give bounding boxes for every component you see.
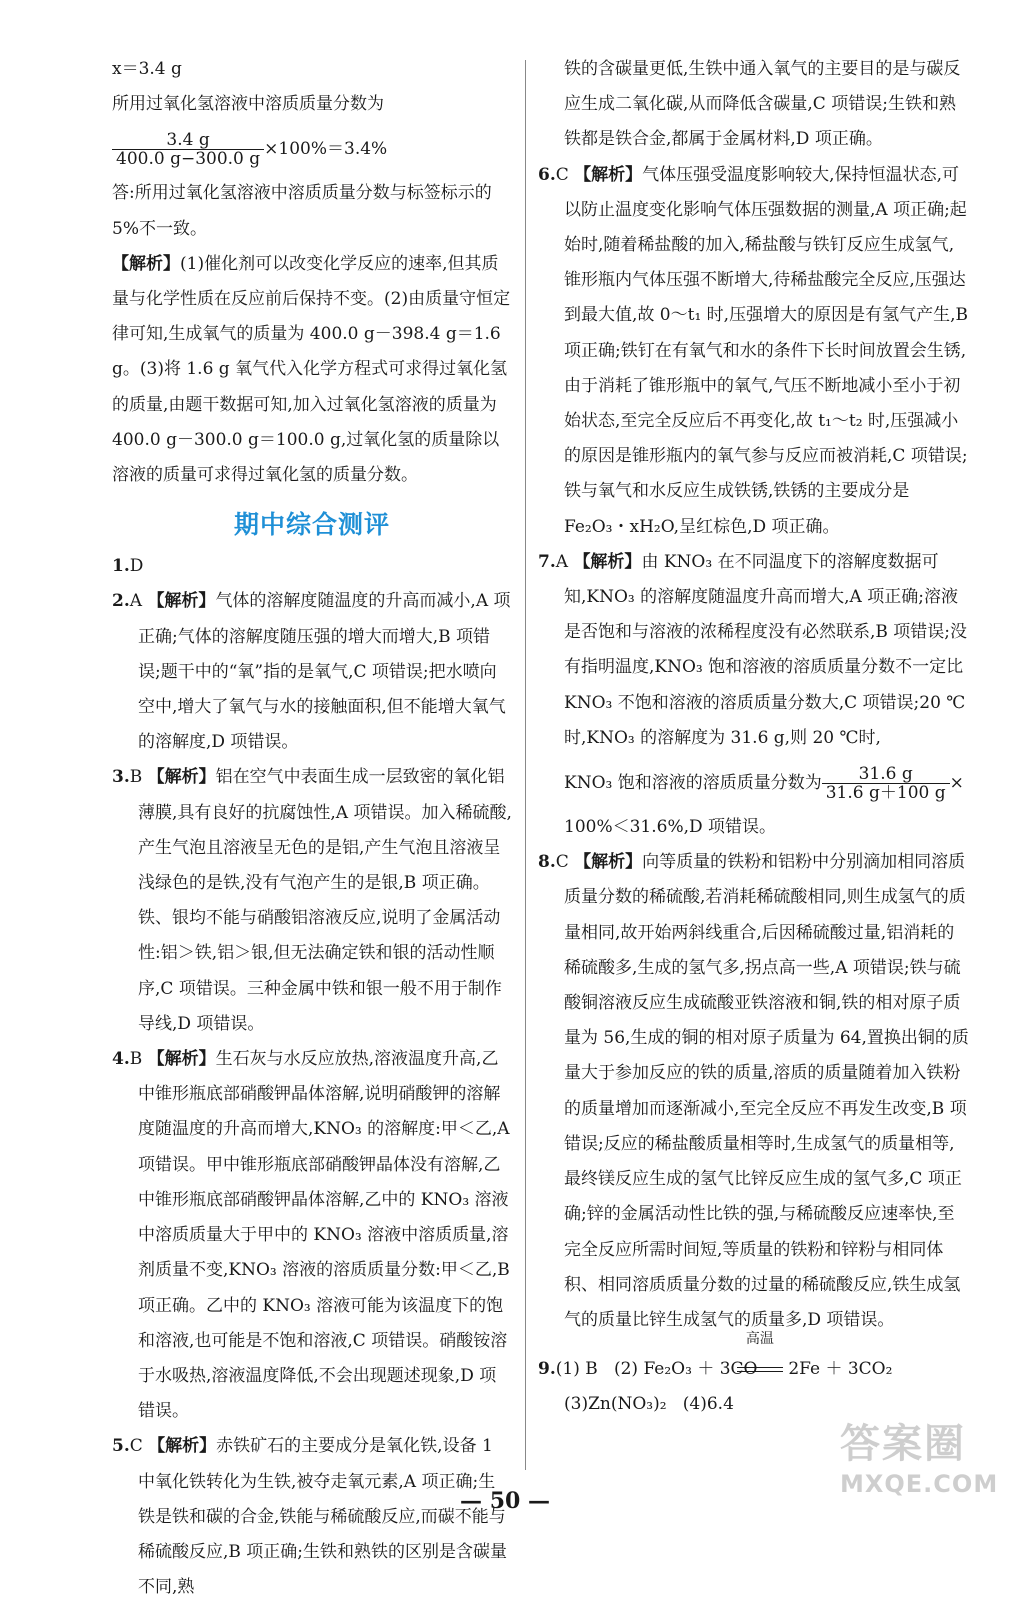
analysis-label: 【解析】: [574, 164, 643, 185]
question-number: 2.: [112, 591, 130, 612]
question-number: 4.: [112, 1049, 130, 1070]
question-9: [538, 1331, 970, 1387]
fraction-numerator: 31.6 g: [822, 765, 950, 784]
fraction-denominator: 31.6 g＋100 g: [825, 783, 946, 804]
part-3: (3)Zn(NO₃)₂: [564, 1394, 667, 1415]
fraction-numerator: 3.4 g: [112, 131, 264, 150]
analysis-text: 向等质量的铁粉和铝粉中分别滴加相同溶质质量分数的稀硫酸,若消耗稀硫酸相同,则生成氢气的质量相同,故开始两斜线重合,后因稀硫酸过量,铝消耗的稀硫酸多,生成的氢气多,拐点高一些,A 项错误;铁与硫酸铜溶液反应生成硫酸亚铁溶液和铜,铁的相对原子质量为 56,生成的铜的相对原子质量为 64,置换出铜的质量大于参加反应的铁的质量,溶质的质量随着加入铁粉的质量增加而逐渐减小,至完全反应不再发生改变,B 项错误;反应的稀盐酸质量相等时,生成氢气的质量相等,最终镁反应生成的氢气比锌反应生成的氢气多,C 项正确;锌的金属活动性比铁的强,与稀硫酸反应速率快,至完全反应所需时间短,等质量的铁粉和锌粉与相同体积、相同溶质质量分数的过量的稀硫酸反应,铁生成氢气的质量比锌生成氢气的质量多,D 项错误。: [564, 852, 969, 1330]
reaction-condition: [745, 1331, 783, 1387]
analysis-label: 【解析】: [148, 1436, 217, 1457]
part-2-equation: (2) Fe₂O₃ ＋ 3CO: [613, 1359, 758, 1380]
question-answer: D: [129, 556, 144, 577]
question-number: 9.: [538, 1359, 556, 1380]
question-3: [112, 760, 512, 1042]
page-number: — 50 —: [460, 1488, 550, 1514]
question-number: 1.: [112, 556, 130, 577]
part-4: (4)6.4: [682, 1394, 734, 1415]
question-1: [112, 549, 512, 584]
analysis-label: 【解析】: [147, 591, 216, 612]
question-7-fraction-line: [538, 756, 970, 810]
analysis-text: 赤铁矿石的主要成分是氧化铁,设备 1 中氧化铁转化为生铁,被夺走氧元素,A 项正确;生铁是铁和碳的合金,铁能与稀硫酸反应,而碳不能与稀硫酸反应,B 项正确;生铁和熟铁的区别是含碳量不同,熟: [138, 1436, 508, 1598]
fraction-tail: ×: [949, 773, 964, 794]
right-column: [538, 52, 970, 1423]
equation-x: x＝3.4 g: [112, 59, 182, 79]
question-number: 8.: [538, 852, 556, 873]
fraction-denominator: 400.0 g−300.0 g: [116, 149, 261, 170]
question-8: [538, 845, 970, 1338]
question-5: [112, 1429, 512, 1605]
section-title: 期中综合测评: [233, 510, 390, 540]
part-1: (1) B: [555, 1359, 598, 1380]
question-2: [112, 584, 512, 760]
analysis-label: 【解析】: [147, 1049, 216, 1070]
condition-label: 高温: [745, 1331, 774, 1348]
analysis-text: 气体压强受温度影响较大,保持恒温状态,可以防止温度变化影响气体压强数据的测量,A 项正确;起始时,随着稀盐酸的加入,稀盐酸与铁钉反应生成氢气,锥形瓶内气体压强不断增大,待稀盐酸完全反应,压强达到最大值,故 0～t₁ 时,压强增大的原因是有氢气产生,B 项正确;铁钉在有氧气和水的条件下长时间放置会生锈,由于消耗了锥形瓶中的氧气,气压不断地减小至小于初始状态,至完全反应后不再变化,故 t₁～t₂ 时,压强减小的原因是锥形瓶内的氧气参与反应而被消耗,C 项错误;铁与氧气和水反应生成铁锈,铁锈的主要成分是 Fe₂O₃・xH₂O,呈红棕色,D 项正确。: [564, 164, 968, 537]
question-7: [538, 545, 970, 756]
question-answer: C: [555, 852, 569, 873]
analysis-text: 铝在空气中表面生成一层致密的氧化铝薄膜,具有良好的抗腐蚀性,A 项错误。加入稀硫酸,产生气泡且溶液呈无色的是铝,产生气泡且溶液呈浅绿色的是铁,没有气泡产生的是银,B 项正确。铁、银均不能与硝酸铝溶液反应,说明了金属活动性:铝＞铁,铝＞银,但无法确定铁和银的活动性顺序,C 项错误。三种金属中铁和银一般不用于制作导线,D 项错误。: [138, 767, 512, 1034]
question-answer: C: [129, 1436, 143, 1457]
column-divider: [525, 60, 526, 1470]
watermark-site: MXQE.COM: [840, 1470, 999, 1498]
fraction: [822, 765, 950, 802]
calc-result: ×100%＝3.4%: [264, 139, 388, 160]
question-6: [538, 158, 970, 545]
analysis-label: 【解析】: [573, 551, 642, 572]
left-column: [112, 52, 512, 1605]
question-number: 3.: [112, 767, 130, 788]
question-answer: A: [129, 591, 143, 612]
question-number: 6.: [538, 164, 556, 185]
percent-intro: 所用过氧化氢溶液中溶质质量分数为: [112, 94, 384, 115]
analysis-text: 生石灰与水反应放热,溶液温度升高,乙中锥形瓶底部硝酸钾晶体溶解,说明硝酸钾的溶解度随温度的升高而增大,KNO₃ 的溶解度:甲＜乙,A 项错误。甲中锥形瓶底部硝酸钾晶体没有溶解,乙中锥形瓶底部硝酸钾晶体溶解,乙中的 KNO₃ 溶液中溶质质量大于甲中的 KNO₃ 溶液中溶质质量,溶剂质量不变,KNO₃ 溶液的溶质质量分数:甲＜乙,B 项正确。乙中的 KNO₃ 溶液可能为该温度下的饱和溶液,也可能是不饱和溶液,C 项错误。硝酸铵溶于水吸热,溶液温度降低,不会出现题述现象,D 项错误。: [138, 1049, 510, 1422]
question-4: [112, 1042, 512, 1429]
fraction-lead: KNO₃ 饱和溶液的溶质质量分数为: [564, 773, 822, 794]
analysis-text: (1)催化剂可以改变化学反应的速率,但其质量与化学性质在反应前后保持不变。(2)由质量守恒定律可知,生成氧气的质量为 400.0 g－398.4 g＝1.6 g。(3)将 1.6 g 氧气代入化学方程式可求得过氧化氢的质量,由题干数据可知,加入过氧化氢溶液的质量为 400.0 g－300.0 g＝100.0 g,过氧化氢的质量除以溶液的质量可求得过氧化氢的质量分数。: [112, 253, 511, 486]
analysis-label: 【解析】: [574, 852, 643, 873]
analysis-label: 【解析】: [112, 253, 180, 274]
watermark-logo: [840, 1418, 999, 1526]
fraction: [112, 131, 264, 168]
question-5-continued: 铁的含碳量更低,生铁中通入氧气的主要目的是与碳反应生成二氧化碳,从而降低含碳量,C 项错误;生铁和熟铁都是铁合金,都属于金属材料,D 项正确。: [564, 59, 961, 150]
question-number: 7.: [538, 551, 556, 572]
answer-text: 答:所用过氧化氢溶液中溶质质量分数与标签标示的5%不一致。: [112, 183, 492, 239]
percent-calculation: [112, 122, 512, 176]
equals-bar: [737, 1367, 783, 1372]
analysis-text: 气体的溶解度随温度的升高而减小,A 项正确;气体的溶解度随压强的增大而增大,B 项错误;题干中的“氧”指的是氧气,C 项错误;把水喷向空中,增大了氧气与水的接触面积,但不能增大氧气的溶解度,D 项错误。: [138, 591, 511, 753]
question-answer: B: [129, 1049, 143, 1070]
question-7-tail: 100%＜31.6%,D 项错误。: [564, 817, 777, 838]
question-answer: A: [555, 551, 569, 572]
question-answer: C: [555, 164, 569, 185]
analysis-paragraph: [112, 247, 512, 493]
watermark-logo-text: 答案圈: [840, 1421, 966, 1467]
part-2-products: 2Fe ＋ 3CO₂: [788, 1359, 893, 1380]
analysis-text: 由 KNO₃ 在不同温度下的溶解度数据可知,KNO₃ 的溶解度随温度升高而增大,A 项正确;溶液是否饱和与溶液的浓稀程度没有必然联系,B 项错误;没有指明温度,KNO₃ 饱和溶液的溶质质量分数不一定比 KNO₃ 不饱和溶液的溶质质量分数大,C 项错误;20 ℃时,KNO₃ 的溶解度为 31.6 g,则 20 ℃时,: [564, 551, 968, 748]
question-answer: B: [129, 767, 143, 788]
analysis-label: 【解析】: [147, 767, 216, 788]
question-number: 5.: [112, 1436, 130, 1457]
